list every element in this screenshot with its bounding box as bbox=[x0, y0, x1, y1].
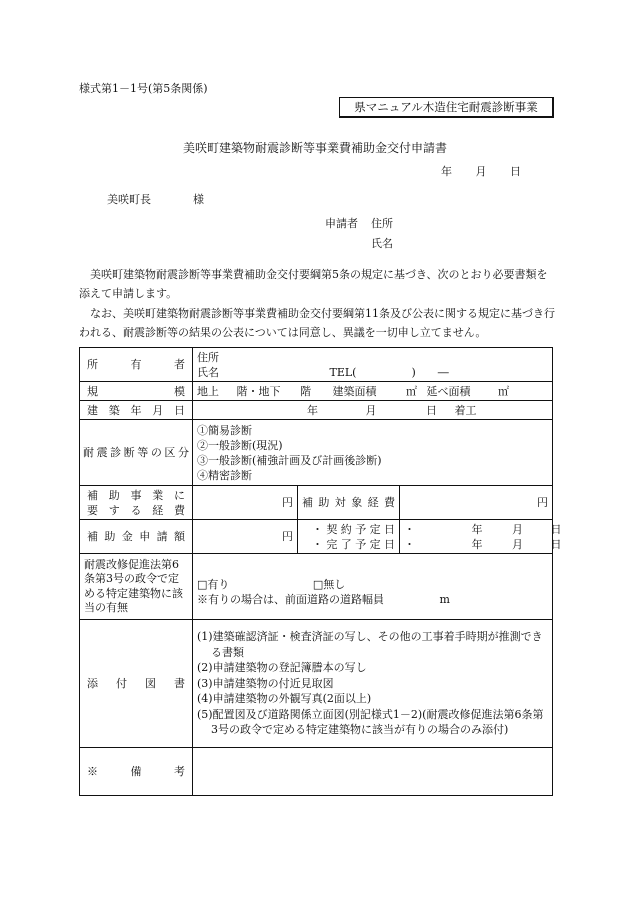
attachment-item: (5)配置図及び道路関係立面図(別記様式1－2)(耐震改修促進法第6条第3号の政令で定める特定建築物に該当が有りの場合のみ添付) bbox=[197, 707, 544, 737]
attachment-item: (4)申請建築物の外観写真(2面以上) bbox=[197, 692, 372, 706]
completion-date-field[interactable] bbox=[404, 537, 562, 552]
applicant-name-label: 氏名 bbox=[371, 237, 393, 250]
subsidy-target-cost-unit: 円 bbox=[537, 496, 548, 509]
date-month-label: 月 bbox=[475, 165, 487, 178]
completion-date-label: ・完了予定日 bbox=[312, 537, 395, 551]
diagnosis-option-general-current[interactable]: ②一般診断(現況) bbox=[197, 438, 283, 452]
road-width-label: ※有りの場合は、前面道路の道路幅員 bbox=[197, 592, 384, 606]
diagnosis-row bbox=[80, 420, 553, 486]
attachment-item: (1)建築確認済証・検査済証の写し、その他の工事着手時期が推測できる書類 bbox=[197, 630, 543, 659]
program-name-box: 県マニュアル木造住宅耐震診断事業 bbox=[339, 97, 554, 118]
schedule-date-fields[interactable] bbox=[400, 520, 562, 554]
construction-day-label: 日 bbox=[426, 403, 437, 417]
specified-building-yes-checkbox[interactable]: □有り bbox=[197, 577, 230, 591]
contract-date-field[interactable] bbox=[404, 522, 562, 537]
attachments-list bbox=[193, 620, 553, 748]
project-cost-label bbox=[80, 486, 193, 520]
construction-month-label: 月 bbox=[365, 403, 377, 417]
construction-date-row bbox=[80, 401, 553, 420]
diagnosis-options bbox=[193, 420, 553, 486]
road-width-unit: m bbox=[439, 592, 450, 606]
construction-date-field[interactable] bbox=[193, 401, 553, 420]
specified-building-field bbox=[193, 554, 553, 620]
project-cost-field[interactable] bbox=[193, 486, 298, 520]
application-date bbox=[441, 163, 521, 179]
completion-date-bullet: ・ bbox=[404, 537, 415, 551]
application-table bbox=[79, 347, 562, 796]
application-statement: 美咲町建築物耐震診断等事業費補助金交付要綱第5条の規定に基づき、次のとおり必要書類を添えて申請します。 bbox=[79, 268, 548, 300]
completion-month-label: 月 bbox=[512, 537, 523, 551]
diagnosis-option-simple[interactable]: ①簡易診断 bbox=[197, 423, 252, 437]
contract-day-label: 日 bbox=[550, 522, 562, 536]
attachment-item: (2)申請建築物の登記簿謄本の写し bbox=[197, 661, 367, 675]
total-area-label: 延べ面積 bbox=[426, 384, 471, 398]
project-cost-unit: 円 bbox=[282, 496, 293, 509]
contract-date-label: ・契約予定日 bbox=[312, 522, 395, 536]
construction-year-label: 年 bbox=[307, 403, 318, 417]
specified-building-label: 耐震改修促進法第6条第3号の政令で定める特定建築物に該当の有無 bbox=[80, 554, 193, 620]
application-amount-field[interactable] bbox=[193, 520, 298, 554]
remarks-label: ※備考 bbox=[80, 748, 193, 796]
project-cost-row bbox=[80, 486, 553, 520]
form-number: 様式第1－1号(第5条関係) bbox=[79, 82, 208, 95]
applicant-label: 申請者 bbox=[325, 217, 358, 230]
schedule-labels bbox=[298, 520, 400, 554]
specified-building-row bbox=[80, 554, 553, 620]
project-cost-label-line1: 補助事業に bbox=[87, 488, 185, 502]
owner-row bbox=[80, 348, 553, 382]
diagnosis-option-detailed[interactable]: ④精密診断 bbox=[197, 468, 252, 482]
owner-address-label: 住所 bbox=[197, 350, 219, 364]
scale-row bbox=[80, 382, 553, 401]
scale-field[interactable] bbox=[193, 382, 553, 401]
applicant-address-label: 住所 bbox=[371, 217, 393, 230]
document-title: 美咲町建築物耐震診断等事業費補助金交付申請書 bbox=[182, 141, 447, 155]
date-year-label: 年 bbox=[441, 165, 452, 178]
contract-year-label: 年 bbox=[471, 522, 483, 536]
subsidy-target-cost-field[interactable] bbox=[400, 486, 553, 520]
road-width-note bbox=[197, 592, 548, 607]
completion-year-label: 年 bbox=[471, 537, 483, 551]
application-amount-label: 補助金申請額 bbox=[80, 520, 193, 554]
contract-date-bullet: ・ bbox=[404, 522, 415, 536]
attachment-item: (3)申請建築物の付近見取図 bbox=[197, 676, 334, 690]
scale-floors-below-label: 階・地下 bbox=[236, 384, 281, 398]
attachments-row bbox=[80, 620, 553, 748]
diagnosis-option-general-reinforcement[interactable]: ③一般診断(補強計画及び計画後診断) bbox=[197, 453, 382, 467]
application-amount-unit: 円 bbox=[282, 530, 293, 543]
completion-day-label: 日 bbox=[550, 537, 562, 551]
specified-building-choices bbox=[197, 577, 548, 592]
contract-month-label: 月 bbox=[512, 522, 523, 536]
scale-above-label: 地上 bbox=[197, 384, 219, 398]
owner-name-line bbox=[197, 365, 548, 380]
date-day-label: 日 bbox=[510, 165, 521, 178]
application-amount-row bbox=[80, 520, 553, 554]
addressee-name: 美咲町長 bbox=[107, 193, 151, 206]
project-cost-label-line2: 要する経費 bbox=[87, 503, 185, 517]
scale-floors-label: 階 bbox=[300, 384, 311, 398]
total-area-unit: ㎡ bbox=[498, 384, 509, 398]
owner-field[interactable] bbox=[193, 348, 553, 382]
building-area-label: 建築面積 bbox=[332, 384, 377, 398]
remarks-row bbox=[80, 748, 553, 796]
specified-building-no-checkbox[interactable]: □無し bbox=[312, 577, 346, 591]
owner-tel-label: TEL( ) ― bbox=[329, 365, 449, 379]
construction-date-label: 建築年月日 bbox=[80, 401, 193, 420]
diagnosis-label: 耐震診断等の区分 bbox=[80, 420, 193, 486]
scale-label: 規模 bbox=[80, 382, 193, 401]
addressee-suffix: 様 bbox=[193, 193, 204, 206]
consent-statement: なお、美咲町建築物耐震診断等事業費補助金交付要綱第11条及び公表に関する規定に基づき行われる、耐震診断等の結果の公表については同意し、異議を一切申し立てません。 bbox=[79, 307, 555, 339]
addressee bbox=[107, 191, 204, 207]
owner-label: 所有者 bbox=[80, 348, 193, 382]
building-area-unit: ㎡ bbox=[406, 384, 417, 398]
attachments-label: 添付図書 bbox=[80, 620, 193, 748]
owner-name-label: 氏名 bbox=[197, 365, 219, 379]
construction-start-label: 着工 bbox=[454, 403, 477, 417]
remarks-field[interactable] bbox=[193, 748, 553, 796]
subsidy-target-cost-label: 補助対象経費 bbox=[298, 486, 400, 520]
